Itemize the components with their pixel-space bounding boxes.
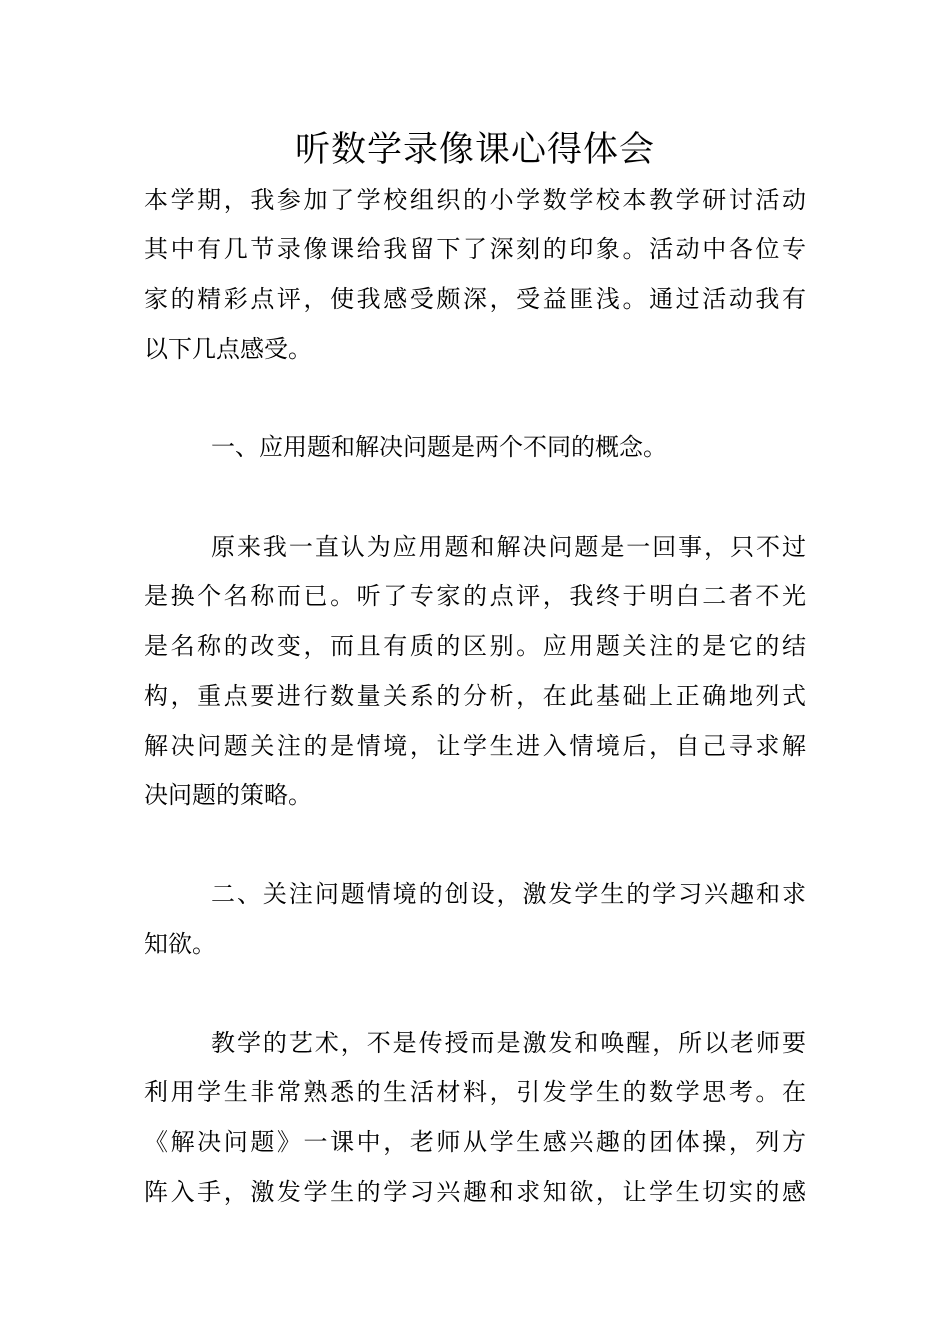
paragraph-line: 其中有几节录像课给我留下了深刻的印象。活动中各位专 [144,235,806,263]
paragraph-line: 决问题的策略。 [144,781,312,809]
paragraph-line: 以下几点感受。 [144,335,312,363]
document-title: 听数学录像课心得体会 [294,130,655,170]
section-heading-2-cont: 知欲。 [144,930,216,958]
paragraph-line: 家的精彩点评，使我感受颇深，受益匪浅。通过活动我有 [144,285,806,313]
paragraph-line: 原来我一直认为应用题和解决问题是一回事，只不过 [211,533,806,561]
paragraph-line: 教学的艺术，不是传授而是激发和唤醒，所以老师要 [211,1029,806,1057]
paragraph-line: 是换个名称而已。听了专家的点评，我终于明白二者不光 [144,582,806,610]
paragraph-line: 阵入手，激发学生的学习兴趣和求知欲，让学生切实的感 [144,1178,806,1206]
section-heading-2: 二、关注问题情境的创设，激发学生的学习兴趣和求 [211,880,806,908]
paragraph-line: 解决问题关注的是情境，让学生进入情境后，自己寻求解 [144,732,806,760]
section-heading-1: 一、应用题和解决问题是两个不同的概念。 [211,433,667,461]
paragraph-line: 构，重点要进行数量关系的分析，在此基础上正确地列式 [144,682,806,710]
paragraph-line: 本学期，我参加了学校组织的小学数学校本教学研讨活动 [144,186,806,214]
paragraph-line: 利用学生非常熟悉的生活材料，引发学生的数学思考。在 [144,1078,806,1106]
paragraph-line: 是名称的改变，而且有质的区别。应用题关注的是它的结 [144,632,806,660]
paragraph-line: 《解决问题》一课中，老师从学生感兴趣的团体操，列方 [144,1128,806,1156]
